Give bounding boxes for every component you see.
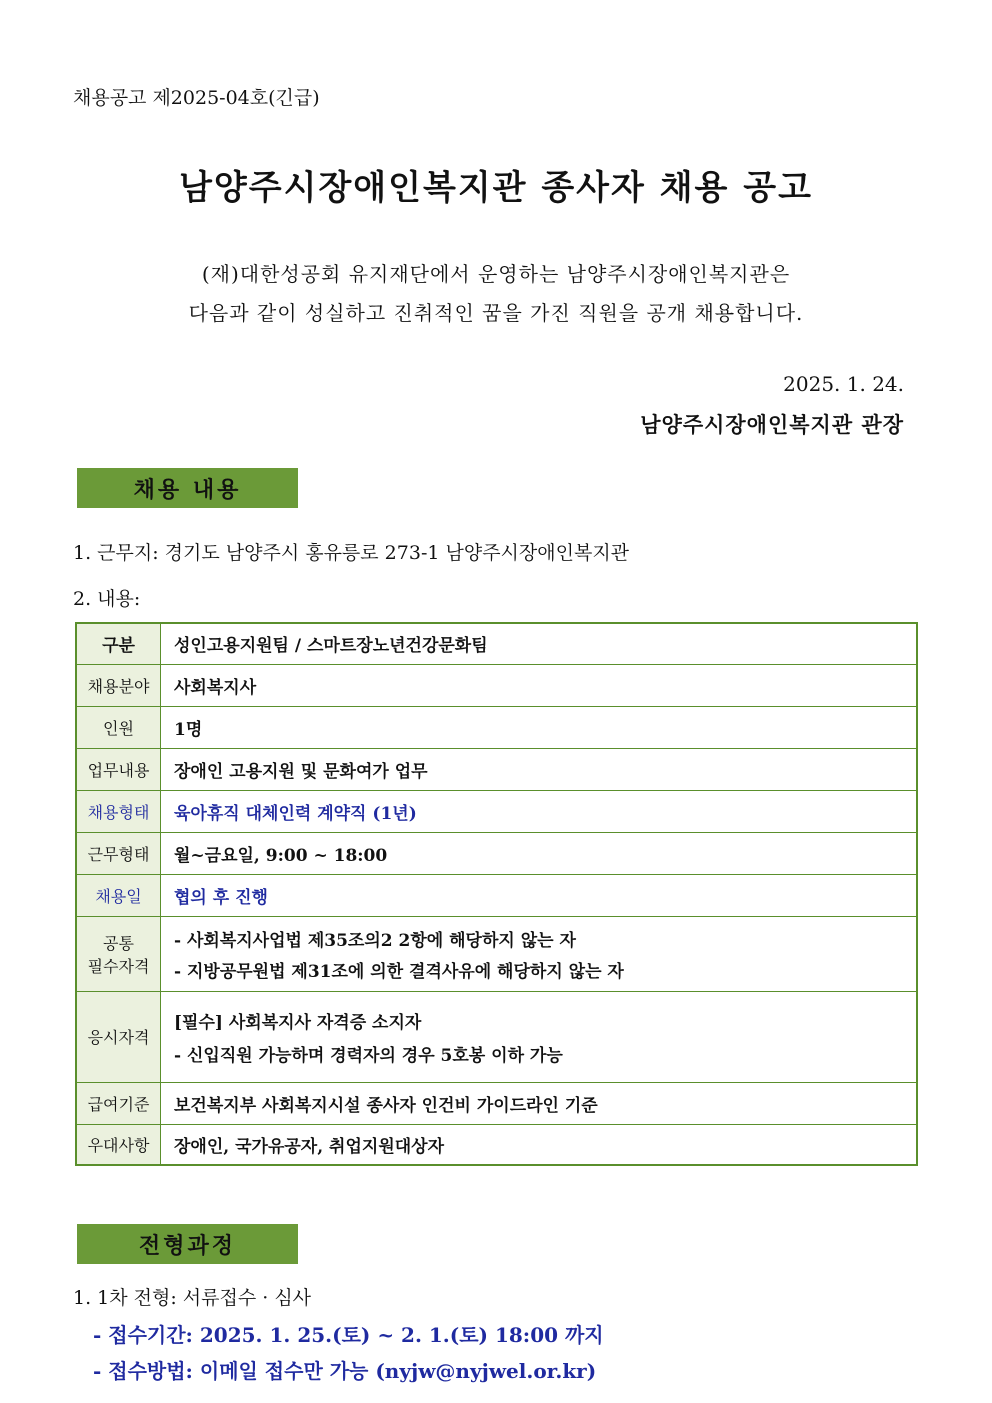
selection-step-1: 1. 1차 전형: 서류접수 · 심사 — [73, 1287, 312, 1309]
notice-date: 2025. 1. 24. — [783, 372, 904, 396]
common-req-line: - 지방공무원법 제31조에 의한 결격사유에 해당하지 않는 자 — [174, 961, 624, 982]
table-row — [76, 874, 917, 916]
table-value: 장애인 고용지원 및 문화여가 업무 — [161, 748, 918, 790]
table-key-common-req — [76, 916, 161, 991]
intro-line-2: 다음과 같이 성실하고 진취적인 꿈을 가진 직원을 공개 채용합니다. — [188, 301, 804, 325]
table-value: 사회복지사 — [161, 664, 918, 706]
table-value: 월~금요일, 9:00 ~ 18:00 — [161, 832, 918, 874]
section-heading-selection: 전형과정 — [77, 1224, 298, 1264]
table-row — [76, 748, 917, 790]
table-value: 장애인, 국가유공자, 취업지원대상자 — [161, 1124, 918, 1165]
table-value: 1명 — [161, 706, 918, 748]
table-key: 급여기준 — [76, 1082, 161, 1124]
table-value-division: 성인고용지원팀 / 스마트장노년건강문화팀 — [161, 623, 918, 664]
table-key-division: 구분 — [76, 623, 161, 664]
table-value-applicant-req — [161, 991, 918, 1082]
table-value: 육아휴직 대체인력 계약직 (1년) — [161, 790, 918, 832]
application-period: - 접수기간: 2025. 1. 25.(토) ~ 2. 1.(토) 18:00 까지 — [93, 1323, 604, 1347]
table-row — [76, 664, 917, 706]
intro-line-1: (재)대한성공회 유지재단에서 운영하는 남양주시장애인복지관은 — [201, 262, 791, 286]
common-req-key-line: 필수자격 — [87, 956, 150, 976]
table-value: 보건복지부 사회복지시설 종사자 인건비 가이드라인 기준 — [161, 1082, 918, 1124]
common-req-key-line: 공통 — [103, 933, 134, 953]
table-key: 근무형태 — [76, 832, 161, 874]
table-key: 채용일 — [76, 874, 161, 916]
table-row — [76, 706, 917, 748]
table-row — [76, 623, 917, 664]
table-key: 채용형태 — [76, 790, 161, 832]
signer: 남양주시장애인복지관 관장 — [640, 412, 904, 437]
recruitment-table — [75, 622, 918, 1166]
workplace-item: 1. 근무지: 경기도 남양주시 홍유릉로 273-1 남양주시장애인복지관 — [73, 542, 630, 564]
table-row — [76, 1124, 917, 1165]
table-row — [76, 916, 917, 991]
table-key: 우대사항 — [76, 1124, 161, 1165]
table-key: 업무내용 — [76, 748, 161, 790]
table-row — [76, 832, 917, 874]
applicant-req-line: [필수] 사회복지사 자격증 소지자 — [174, 1012, 422, 1033]
table-key-applicant-req: 응시자격 — [76, 991, 161, 1082]
section-heading-recruitment: 채용 내용 — [77, 468, 298, 508]
table-row — [76, 790, 917, 832]
table-value: 협의 후 진행 — [161, 874, 918, 916]
notice-number: 채용공고 제2025-04호(긴급) — [73, 87, 320, 109]
table-key: 채용분야 — [76, 664, 161, 706]
table-key: 인원 — [76, 706, 161, 748]
table-value-common-req — [161, 916, 918, 991]
common-req-line: - 사회복지사업법 제35조의2 2항에 해당하지 않는 자 — [174, 930, 576, 951]
page-title: 남양주시장애인복지관 종사자 채용 공고 — [179, 168, 813, 208]
table-row — [76, 991, 917, 1082]
applicant-req-line: - 신입직원 가능하며 경력자의 경우 5호봉 이하 가능 — [174, 1045, 563, 1066]
application-method: - 접수방법: 이메일 접수만 가능 (nyjw@nyjwel.or.kr) — [93, 1359, 597, 1383]
table-row — [76, 1082, 917, 1124]
content-item: 2. 내용: — [73, 588, 141, 610]
